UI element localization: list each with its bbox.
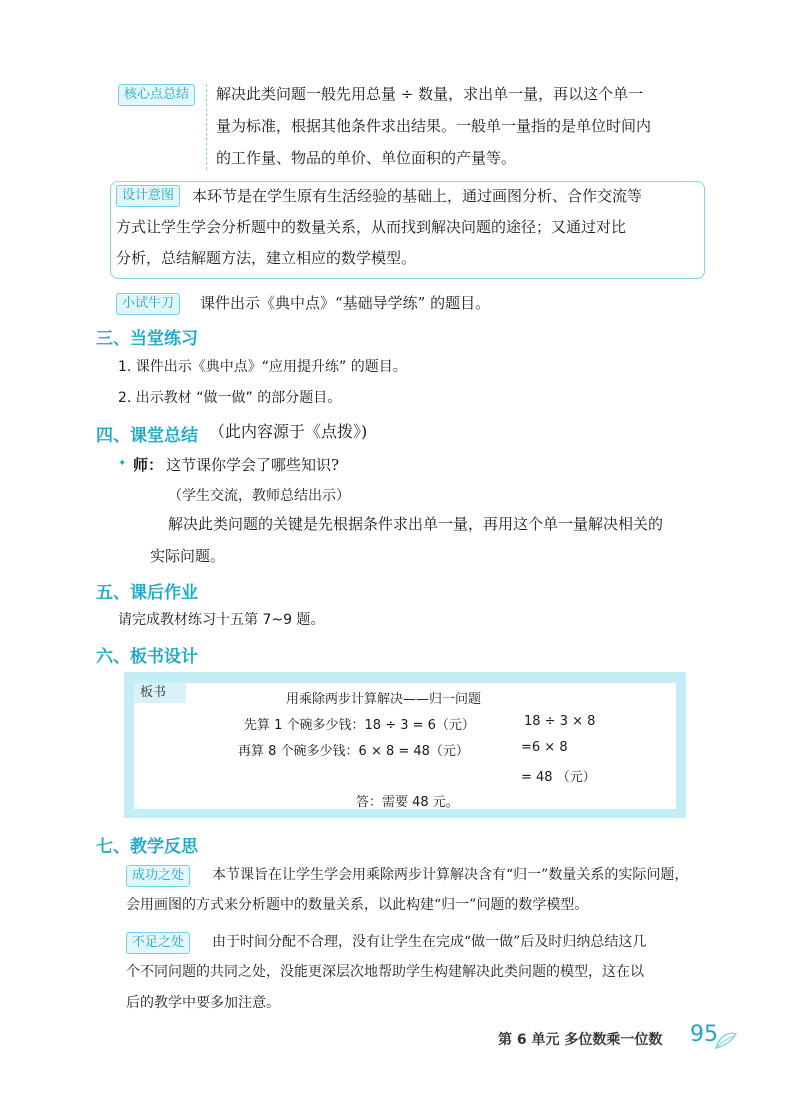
core-line-2: 量为标准，根据其他条件求出结果。一般单一量指的是单位时间内 — [216, 117, 652, 135]
board-calc-2: =6 × 8 — [521, 740, 568, 755]
section-5-heading: 五、课后作业 — [96, 583, 198, 603]
board-line-1: 先算 1 个碗多少钱：18 ÷ 3 = 6（元） — [244, 718, 475, 733]
teacher-paren: （学生交流，教师总结出示） — [168, 488, 350, 504]
section-4-note: （此内容源于《点拨》) — [209, 422, 368, 441]
section-3-item-2: 2. 出示教材 “做一做” 的部分题目。 — [118, 390, 342, 406]
teacher-label: 师： — [133, 456, 164, 474]
design-line-2: 方式让学生学会分析题中的数量关系，从而找到解决问题的途径；又通过对比 — [116, 218, 627, 236]
board-line-2: 再算 8 个碗多少钱：6 × 8 = 48（元） — [238, 744, 469, 759]
design-line-3: 分析，总结解题方法，建立相应的数学模型。 — [116, 249, 417, 267]
core-divider — [206, 84, 208, 170]
section-7-heading: 七、教学反思 — [96, 837, 198, 857]
success-tag: 成功之处 — [126, 865, 190, 887]
design-intent-tag: 设计意图 — [116, 185, 180, 207]
section-4-heading: 四、课堂总结 — [96, 426, 198, 446]
lack-line-3: 后的教学中要多加注意。 — [126, 995, 280, 1011]
section-6-heading: 六、板书设计 — [96, 647, 198, 667]
success-line-1: 本节课旨在让学生学会用乘除两步计算解决含有“归一”数量关系的实际问题， — [212, 867, 689, 883]
board-answer: 答：需要 48 元。 — [356, 795, 459, 810]
summary-line-1: 解决此类问题的关键是先根据条件求出单一量，再用这个单一量解决相关的 — [168, 515, 664, 533]
core-summary-text — [216, 78, 651, 174]
board-title: 用乘除两步计算解决——归一问题 — [286, 692, 482, 707]
core-line-3: 的工作量、物品的单价、单位面积的产量等。 — [216, 149, 517, 167]
success-line-2: 会用画图的方式来分析题中的数量关系，以此构建“归一”问题的数学模型。 — [126, 897, 589, 913]
core-line-1: 解决此类问题一般先用总量 ÷ 数量，求出单一量，再以这个单一 — [216, 85, 644, 103]
section-3-item-1: 1. 课件出示《典中点》“应用提升练” 的题目。 — [118, 359, 407, 375]
footer-unit: 第 6 单元 多位数乘一位数 — [498, 1032, 663, 1048]
homework-text: 请完成教材练习十五第 7~9 题。 — [118, 612, 325, 628]
lack-tag: 不足之处 — [126, 932, 190, 954]
lack-line-2: 个不同问题的共同之处，没能更深层次地帮助学生构建解决此类问题的模型，这在以 — [126, 964, 644, 980]
bullet-icon: ✦ — [118, 458, 127, 469]
lack-line-1: 由于时间分配不合理，没有让学生在完成“做一做”后及时归纳总结这几 — [212, 934, 647, 950]
leaf-icon — [712, 1028, 740, 1052]
trial-text: 课件出示《典中点》“基础导学练” 的题目。 — [200, 294, 491, 312]
core-summary-tag: 核心点总结 — [118, 84, 195, 106]
trial-tag: 小试牛刀 — [116, 293, 180, 315]
page-number: 95 — [690, 1022, 718, 1047]
board-calc-3: = 48 （元） — [521, 770, 596, 785]
summary-line-2: 实际问题。 — [150, 547, 226, 565]
board-calc-1: 18 ÷ 3 × 8 — [524, 714, 596, 729]
board-tag: 板书 — [134, 683, 186, 703]
design-line-1: 本环节是在学生原有生活经验的基础上，通过画图分析、合作交流等 — [192, 187, 643, 205]
teacher-question: 这节课你学会了哪些知识? — [166, 456, 340, 474]
section-3-heading: 三、当堂练习 — [96, 329, 198, 349]
